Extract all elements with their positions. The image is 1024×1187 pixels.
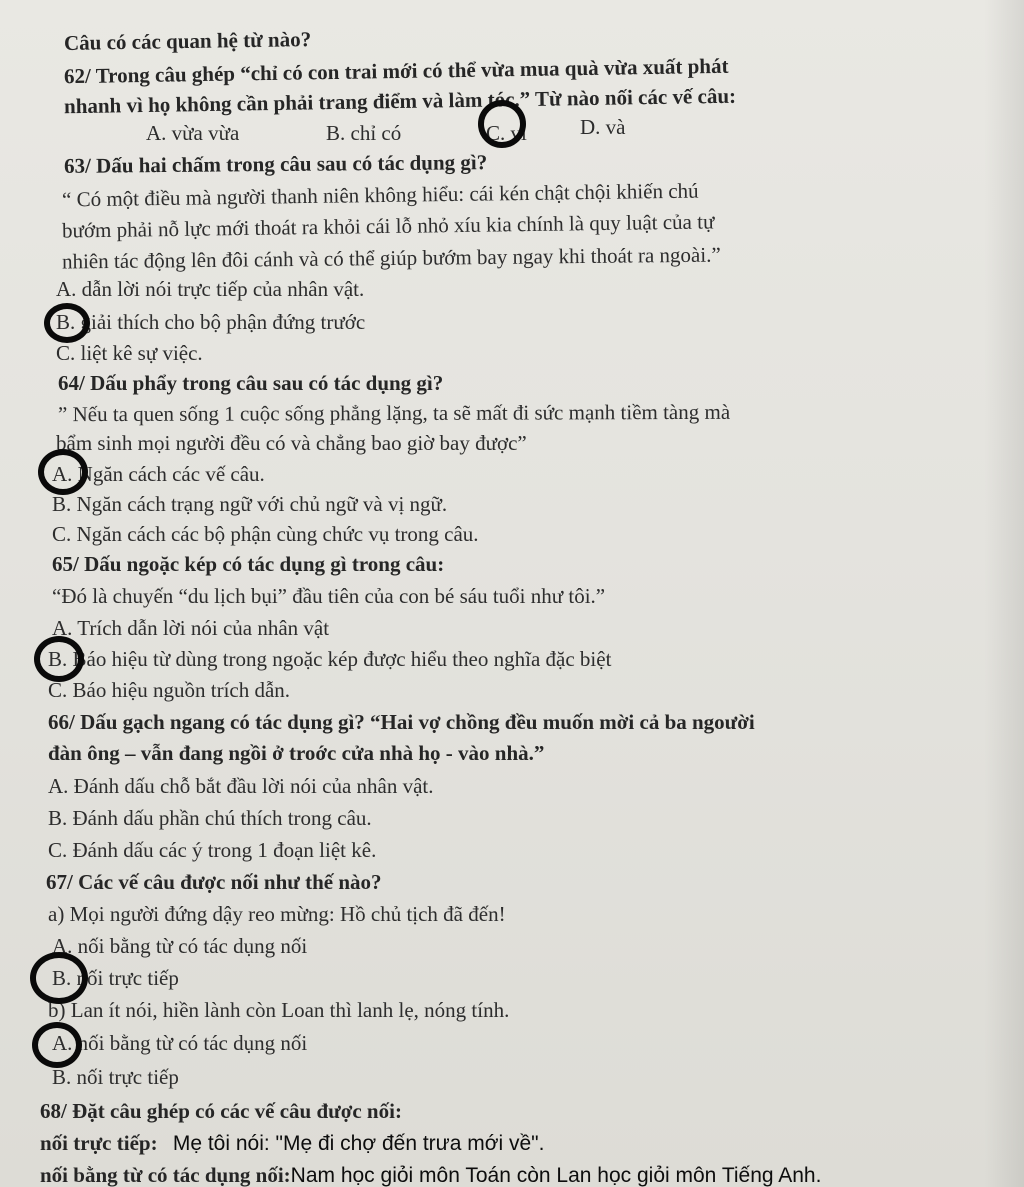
q67a-option-b: B. nối trực tiếp (52, 966, 179, 990)
q64-title: 64/ Dấu phẩy trong câu sau có tác dụng gì? (58, 371, 444, 395)
q66-option-b: B. Đánh dấu phần chú thích trong câu. (48, 806, 372, 830)
q65-option-b: B. Báo hiệu từ dùng trong ngoặc kép được hiểu theo nghĩa đặc biệt (48, 647, 612, 671)
page-edge-shadow (984, 0, 1024, 1187)
q62-line-1: 62/ Trong câu ghép “chỉ có con trai mới có thể vừa mua quà vừa xuất phát (63, 53, 729, 89)
q63-option-b: B. giải thích cho bộ phận đứng trước (56, 310, 366, 334)
q68-connector-line (40, 1162, 821, 1187)
q66-title-line-1: 66/ Dấu gạch ngang có tác dụng gì? “Hai vợ chồng đều muốn mời cả ba ngoười (48, 710, 755, 734)
q63-answer-circle (44, 303, 90, 343)
q64-quote-line-1: ” Nếu ta quen sống 1 cuộc sống phẳng lặng, ta sẽ mất đi sức mạnh tiềm tàng mà (57, 399, 731, 427)
q67a-answer-circle (30, 952, 88, 1004)
q63-option-a: A. dẫn lời nói trực tiếp của nhân vật. (56, 277, 365, 301)
q65-option-c: C. Báo hiệu nguồn trích dẫn. (48, 678, 291, 702)
q65-quote: “Đó là chuyến “du lịch bụi” đầu tiên của con bé sáu tuổi như tôi.” (52, 584, 606, 608)
q68-connector-label: nối bằng từ có tác dụng nối: (40, 1163, 291, 1187)
q66-option-c: C. Đánh dấu các ý trong 1 đoạn liệt kê. (48, 838, 377, 862)
q62-answer-circle (478, 100, 526, 148)
q63-quote-line-3: nhiên tác động lên đôi cánh và có thể giúp bướm bay ngay khi thoát ra ngoài.” (61, 242, 721, 274)
q68-direct-answer: Mẹ tôi nói: "Mẹ đi chợ đến trưa mới về". (172, 1132, 545, 1155)
q68-direct-label: nối trực tiếp: (40, 1131, 158, 1155)
q68-direct-line (40, 1130, 544, 1157)
q67-sentence-b: b) Lan ít nói, hiền lành còn Loan thì lanh lẹ, nóng tính. (48, 998, 510, 1022)
q63-quote-line-2: bướm phải nỗ lực mới thoát ra khỏi cái lỗ nhỏ xíu kia chính là quy luật của tự (61, 209, 715, 243)
q62-option-c: C. vì (486, 121, 527, 145)
intro-question: Câu có các quan hệ từ nào? (63, 27, 312, 55)
q65-option-a: A. Trích dẫn lời nói của nhân vật (52, 616, 330, 640)
q65-title: 65/ Dấu ngoặc kép có tác dụng gì trong câu: (52, 552, 445, 576)
q62-line-2: nhanh vì họ không cần phải trang điểm và làm tóc.” Từ nào nối các vế câu: (63, 83, 737, 119)
q67b-option-a: A. nối bằng từ có tác dụng nối (52, 1031, 308, 1055)
q62-option-a: A. vừa vừa (146, 121, 240, 145)
q68-title: 68/ Đặt câu ghép có các vế câu được nối: (40, 1099, 402, 1123)
q67b-answer-circle (32, 1022, 82, 1068)
q64-option-b: B. Ngăn cách trạng ngữ với chủ ngữ và vị ngữ. (52, 492, 448, 516)
q68-connector-answer: Nam học giỏi môn Toán còn Lan học giỏi môn Tiếng Anh. (290, 1164, 822, 1187)
q67-title: 67/ Các vế câu được nối như thế nào? (46, 870, 382, 894)
q64-answer-circle (38, 449, 88, 495)
q63-title: 63/ Dấu hai chấm trong câu sau có tác dụng gì? (63, 150, 488, 178)
q67-sentence-a: a) Mọi người đứng dậy reo mừng: Hồ chủ tịch đã đến! (48, 902, 506, 926)
q63-quote-line-1: “ Có một điều mà người thanh niên không hiểu: cái kén chật chội khiến chú (61, 178, 699, 212)
q64-quote-line-2: bẩm sinh mọi người đều có và chẳng bao giờ bay được” (56, 431, 527, 455)
q65-answer-circle (34, 636, 84, 682)
q67b-option-b: B. nối trực tiếp (52, 1065, 179, 1089)
q67a-option-a: A. nối bằng từ có tác dụng nối (52, 934, 308, 958)
q64-option-c: C. Ngăn cách các bộ phận cùng chức vụ trong câu. (52, 522, 479, 546)
q66-title-line-2: đàn ông – vẫn đang ngồi ở troớc cửa nhà họ - vào nhà.” (48, 741, 545, 765)
q63-option-c: C. liệt kê sự việc. (56, 341, 203, 365)
q62-option-b: B. chỉ có (326, 121, 402, 145)
q66-option-a: A. Đánh dấu chỗ bắt đầu lời nói của nhân vật. (48, 774, 434, 798)
q64-option-a: A. Ngăn cách các vế câu. (52, 462, 265, 486)
q62-option-d: D. và (580, 115, 626, 139)
